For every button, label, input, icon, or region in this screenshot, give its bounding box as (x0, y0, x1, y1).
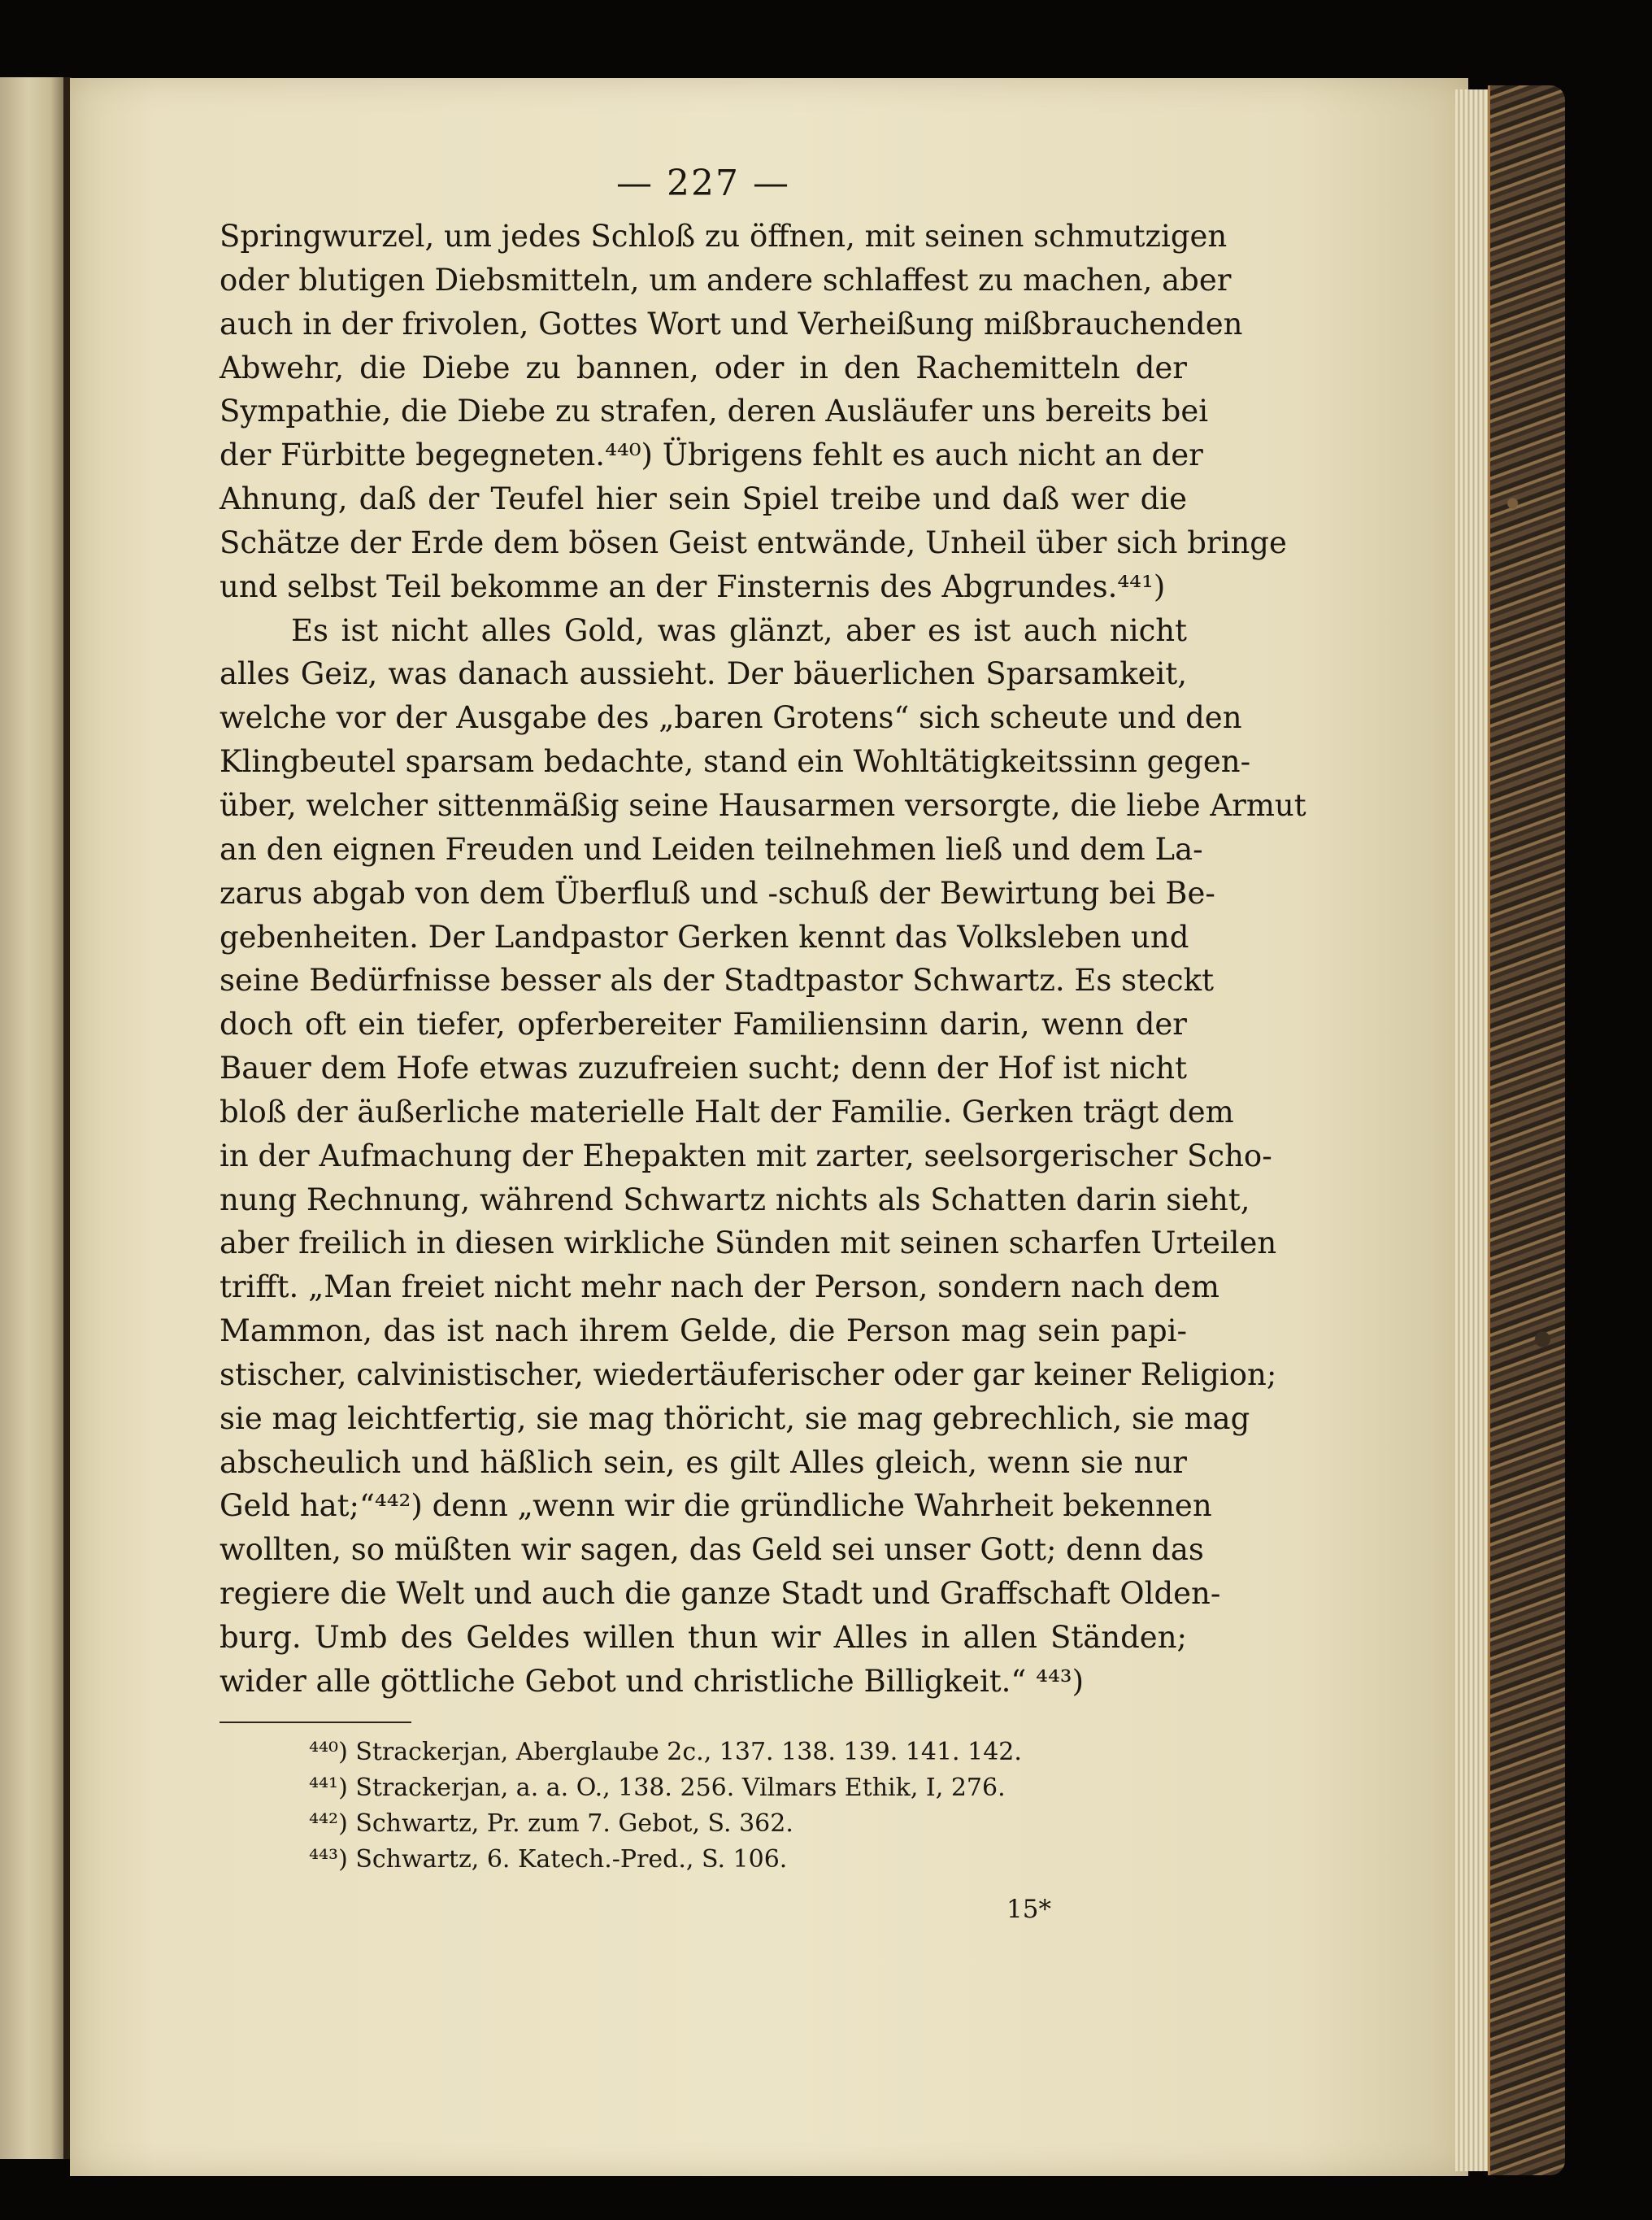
body-line: Mammon, das ist nach ihrem Gelde, die Person mag sein papi- (220, 1313, 1187, 1349)
footnote: ⁴⁴⁰) Strackerjan, Aberglaube 2c., 137. 138. 139. 141. 142. (309, 1737, 1022, 1766)
body-line: auch in der frivolen, Gottes Wort und Verheißung mißbrauchenden (220, 306, 1243, 342)
page-stack-edge (1455, 89, 1489, 2171)
body-line: an den eignen Freuden und Leiden teilnehmen ließ und dem La- (220, 831, 1203, 867)
body-line: seine Bedürfnisse besser als der Stadtpastor Schwartz. Es steckt (220, 963, 1214, 999)
body-line: aber freilich in diesen wirkliche Sünden mit seinen scharfen Urteilen (220, 1225, 1277, 1261)
body-line: oder blutigen Diebsmitteln, um andere schlaffest zu machen, aber (220, 262, 1232, 298)
body-line: in der Aufmachung der Ehepakten mit zarter, seelsorgerischer Scho- (220, 1138, 1272, 1173)
body-line: welche vor der Ausgabe des „baren Grotens“ sich scheute und den (220, 700, 1242, 736)
body-line: Ahnung, daß der Teufel hier sein Spiel treibe und daß wer die (220, 481, 1187, 517)
footnote-separator (220, 1722, 411, 1723)
body-line: burg. Umb des Geldes willen thun wir Alles in allen Ständen; (220, 1620, 1187, 1655)
body-text (220, 215, 1306, 1704)
body-line: wollten, so müßten wir sagen, das Geld sei unser Gott; denn das (220, 1532, 1204, 1568)
body-line: zarus abgab von dem Überfluß und -schuß der Bewirtung bei Be- (220, 875, 1215, 911)
body-line: abscheulich und häßlich sein, es gilt Alles gleich, wenn sie nur (220, 1444, 1187, 1480)
body-line: sie mag leichtfertig, sie mag thöricht, sie mag gebrechlich, sie mag (220, 1400, 1250, 1436)
body-line: über, welcher sittenmäßig seine Hausarmen versorgte, die liebe Armut (220, 787, 1306, 823)
body-line: Geld hat;“⁴⁴²) denn „wenn wir die gründliche Wahrheit bekennen (220, 1488, 1212, 1524)
body-line: Es ist nicht alles Gold, was glänzt, aber es ist auch nicht (291, 612, 1187, 648)
footnote: ⁴⁴²) Schwartz, Pr. zum 7. Gebot, S. 362. (309, 1809, 793, 1838)
body-line: Schätze der Erde dem bösen Geist entwände, Unheil über sich bringe (220, 525, 1287, 560)
footnotes (220, 1735, 1187, 1878)
body-line: wider alle göttliche Gebot und christliche Billigkeit.“ ⁴⁴³) (220, 1663, 1085, 1699)
page-number-header: — 227 — (616, 163, 790, 204)
signature-mark: 15* (1006, 1895, 1051, 1924)
body-line: Klingbeutel sparsam bedachte, stand ein Wohltätigkeitssinn gegen- (220, 744, 1251, 780)
body-line: trifft. „Man freiet nicht mehr nach der Person, sondern nach dem (220, 1269, 1219, 1305)
body-line: bloß der äußerliche materielle Halt der Familie. Gerken trägt dem (220, 1094, 1234, 1130)
marbled-cover-edge (1488, 85, 1565, 2175)
body-line: regiere die Welt und auch die ganze Stadt und Graffschaft Olden- (220, 1576, 1221, 1612)
body-line: doch oft ein tiefer, opferbereiter Familiensinn darin, wenn der (220, 1007, 1187, 1043)
body-line: nung Rechnung, während Schwartz nichts als Schatten darin sieht, (220, 1182, 1250, 1217)
body-line: der Fürbitte begegneten.⁴⁴⁰) Übrigens fehlt es auch nicht an der (220, 437, 1203, 473)
body-line: Springwurzel, um jedes Schloß zu öffnen, mit seinen schmutzigen (220, 219, 1228, 254)
body-line: alles Geiz, was danach aussieht. Der bäuerlichen Sparsamkeit, (220, 656, 1187, 692)
body-line: gebenheiten. Der Landpastor Gerken kennt das Volksleben und (220, 919, 1189, 955)
body-line: und selbst Teil bekomme an der Finsternis des Abgrundes.⁴⁴¹) (220, 568, 1166, 604)
page-content (220, 163, 1306, 1878)
body-line: Sympathie, die Diebe zu strafen, deren Ausläufer uns bereits bei (220, 394, 1209, 429)
body-line: Bauer dem Hofe etwas zuzufreien sucht; denn der Hof ist nicht (220, 1051, 1187, 1086)
left-page-edge (0, 77, 65, 2159)
footnote: ⁴⁴¹) Strackerjan, a. a. O., 138. 256. Vilmars Ethik, I, 276. (309, 1773, 1006, 1802)
body-line: Abwehr, die Diebe zu bannen, oder in den Rachemitteln der (220, 350, 1187, 385)
body-line: stischer, calvinistischer, wiedertäuferischer oder gar keiner Religion; (220, 1356, 1277, 1392)
footnote: ⁴⁴³) Schwartz, 6. Katech.-Pred., S. 106. (309, 1844, 788, 1874)
